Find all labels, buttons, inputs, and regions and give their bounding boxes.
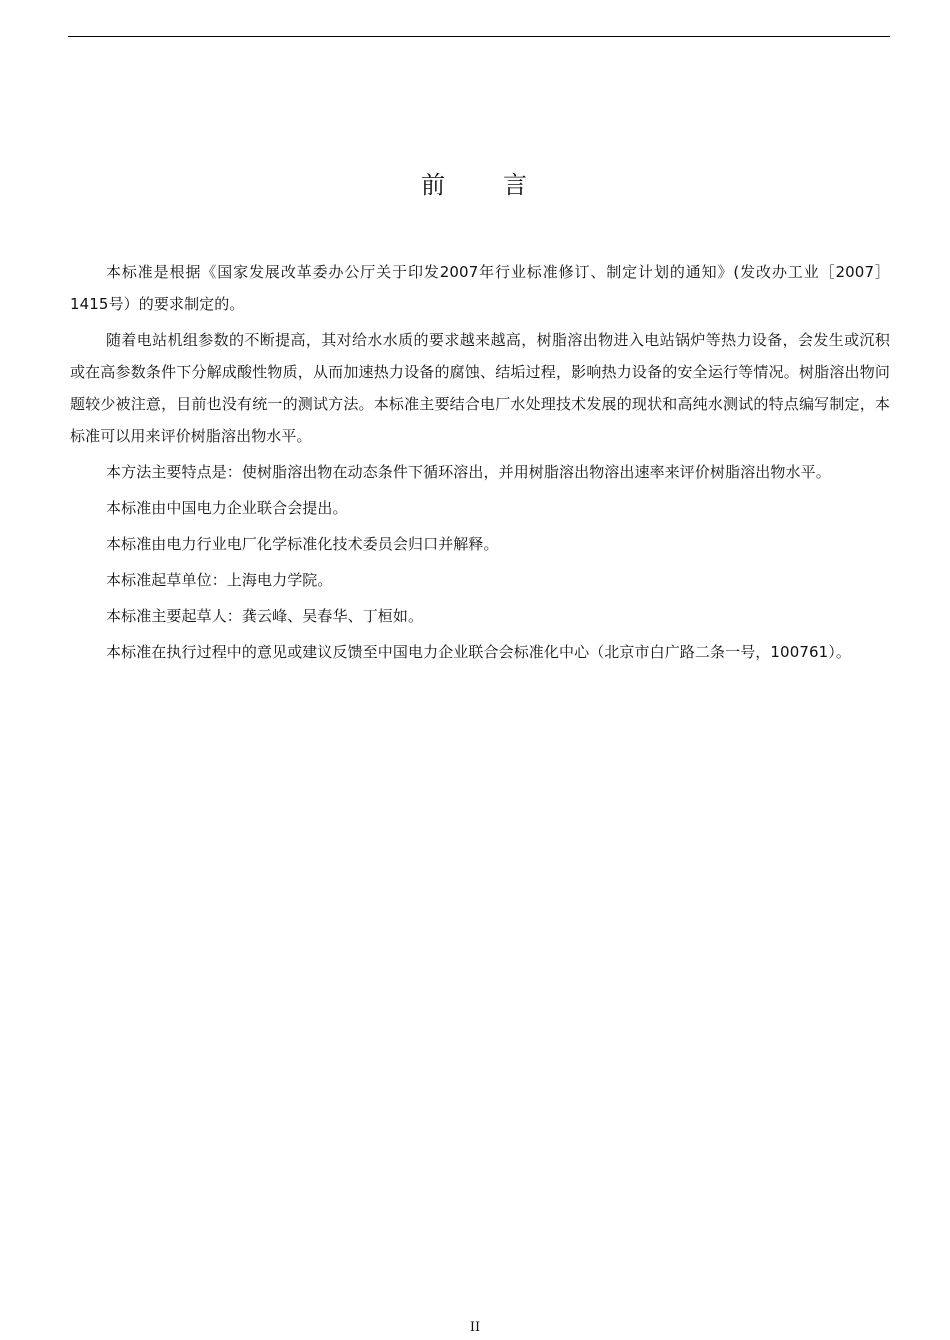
paragraph-drafters: 本标准主要起草人：龚云峰、吴春华、丁桓如。 [106,607,424,625]
paragraph-basis: 本标准是根据《国家发展改革委办公厅关于印发2007年行业标准修订、制定计划的通知》(发改办工业［2007］1415号）的要求制定的。 [70,263,890,313]
preface-body [70,256,890,672]
paragraph-administrator: 本标准由电力行业电厂化学标准化技术委员会归口并解释。 [106,535,499,553]
paragraph-background: 随着电站机组参数的不断提高，其对给水水质的要求越来越高，树脂溶出物进入电站锅炉等热力设备，会发生或沉积或在高参数条件下分解成酸性物质，从而加速热力设备的腐蚀、结垢过程，影响热力设备的安全运行等情况。树脂溶出物问题较少被注意，目前也没有统一的测试方法。本标准主要结合电厂水处理技术发展的现状和高纯水测试的特点编写制定，本标准可以用来评价树脂溶出物水平。 [70,331,890,445]
paragraph-feedback: 本标准在执行过程中的意见或建议反馈至中国电力企业联合会标准化中心（北京市白广路二条一号，100761）。 [106,643,851,661]
paragraph-method-features: 本方法主要特点是：使树脂溶出物在动态条件下循环溶出，并用树脂溶出物溶出速率来评价树脂溶出物水平。 [106,463,831,481]
header-rule [68,36,890,37]
paragraph-drafting-unit: 本标准起草单位：上海电力学院。 [106,571,333,589]
page-title [0,168,950,202]
paragraph-proposer: 本标准由中国电力企业联合会提出。 [106,499,348,517]
page-number: II [469,1320,481,1335]
title-char-2: 言 [503,171,529,199]
title-char-1: 前 [421,171,447,199]
